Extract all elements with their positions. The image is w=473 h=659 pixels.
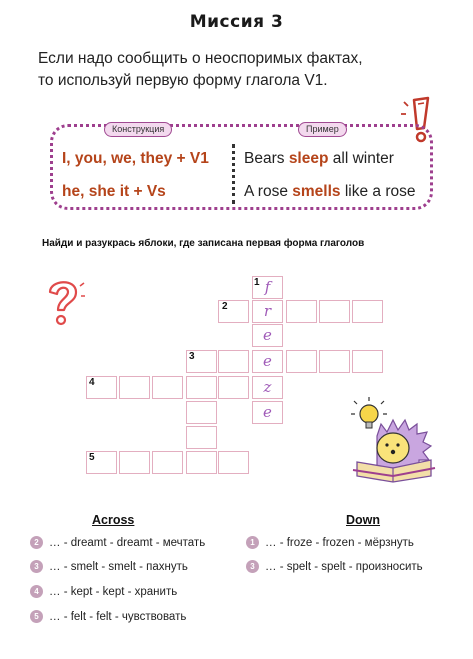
example-1: Bears sleep all winter: [244, 150, 394, 167]
across-clue: 2 … - dreamt - dreamt - мечтать: [30, 535, 205, 551]
across-heading: Across: [92, 513, 135, 527]
crossword-cell[interactable]: [319, 300, 350, 323]
intro-line-2: то используй первую форму глагола V1.: [38, 72, 328, 89]
crossword-cell[interactable]: [186, 451, 217, 474]
example-2-verb: smells: [292, 183, 341, 200]
crossword-number: 4: [89, 377, 95, 388]
instruction: Найди и разукрась яблоки, где записана первая форма глаголов: [42, 238, 365, 249]
example-1-verb: sleep: [288, 150, 329, 167]
crossword-cell[interactable]: [152, 451, 183, 474]
across-clue: 4 … - kept - kept - хранить: [30, 584, 177, 600]
down-clue: 1 … - froze - frozen - мёрзнуть: [246, 535, 414, 551]
crossword-number: 5: [89, 452, 95, 463]
question-mark-icon: [40, 276, 86, 332]
crossword-letter: z: [263, 378, 272, 396]
crossword-letter: f: [264, 278, 271, 296]
rule-1: I, you, we, they + V1: [62, 150, 209, 167]
crossword-cell[interactable]: [218, 451, 249, 474]
crossword-cell[interactable]: [352, 300, 383, 323]
crossword-cell[interactable]: [186, 401, 217, 424]
clue-number-badge: 3: [30, 560, 43, 573]
rule-2: he, she it + Vs: [62, 183, 166, 200]
clue-number-badge: 3: [246, 560, 259, 573]
clue-number-badge: 4: [30, 585, 43, 598]
example-2: A rose smells like a rose: [244, 183, 416, 200]
crossword-letter: e: [263, 326, 272, 344]
crossword-letter: r: [263, 302, 272, 320]
clue-number-badge: 5: [30, 610, 43, 623]
clue-number-badge: 2: [30, 536, 43, 549]
clue-number-badge: 1: [246, 536, 259, 549]
crossword-cell[interactable]: [218, 376, 249, 399]
crossword-cell[interactable]: [186, 376, 217, 399]
crossword-cell[interactable]: [319, 350, 350, 373]
box-divider: [232, 144, 235, 204]
crossword-cell[interactable]: [218, 350, 249, 373]
construction-label: Конструкция: [104, 122, 172, 137]
crossword-number: 2: [222, 301, 228, 312]
example-label: Пример: [298, 122, 347, 137]
across-clue: 3 … - smelt - smelt - пахнуть: [30, 559, 188, 575]
hedgehog-reading-icon: [347, 396, 439, 484]
page-title: Миссия 3: [189, 12, 284, 32]
crossword-cell[interactable]: [152, 376, 183, 399]
intro-line-1: Если надо сообщить о неоспоримых фактах,: [38, 50, 363, 67]
down-heading: Down: [346, 513, 381, 527]
crossword-letter: e: [263, 352, 272, 370]
crossword-cell[interactable]: [119, 376, 150, 399]
crossword-cell[interactable]: [286, 350, 317, 373]
down-clue: 3 … - spelt - spelt - произносить: [246, 559, 423, 575]
crossword-cell[interactable]: [186, 426, 217, 449]
crossword-cell[interactable]: [286, 300, 317, 323]
crossword-number: 1: [254, 277, 260, 288]
crossword-cell[interactable]: [119, 451, 150, 474]
across-clue: 5 … - felt - felt - чувствовать: [30, 609, 186, 625]
crossword-cell[interactable]: [352, 350, 383, 373]
crossword-number: 3: [189, 351, 195, 362]
crossword-letter: e: [263, 403, 272, 421]
